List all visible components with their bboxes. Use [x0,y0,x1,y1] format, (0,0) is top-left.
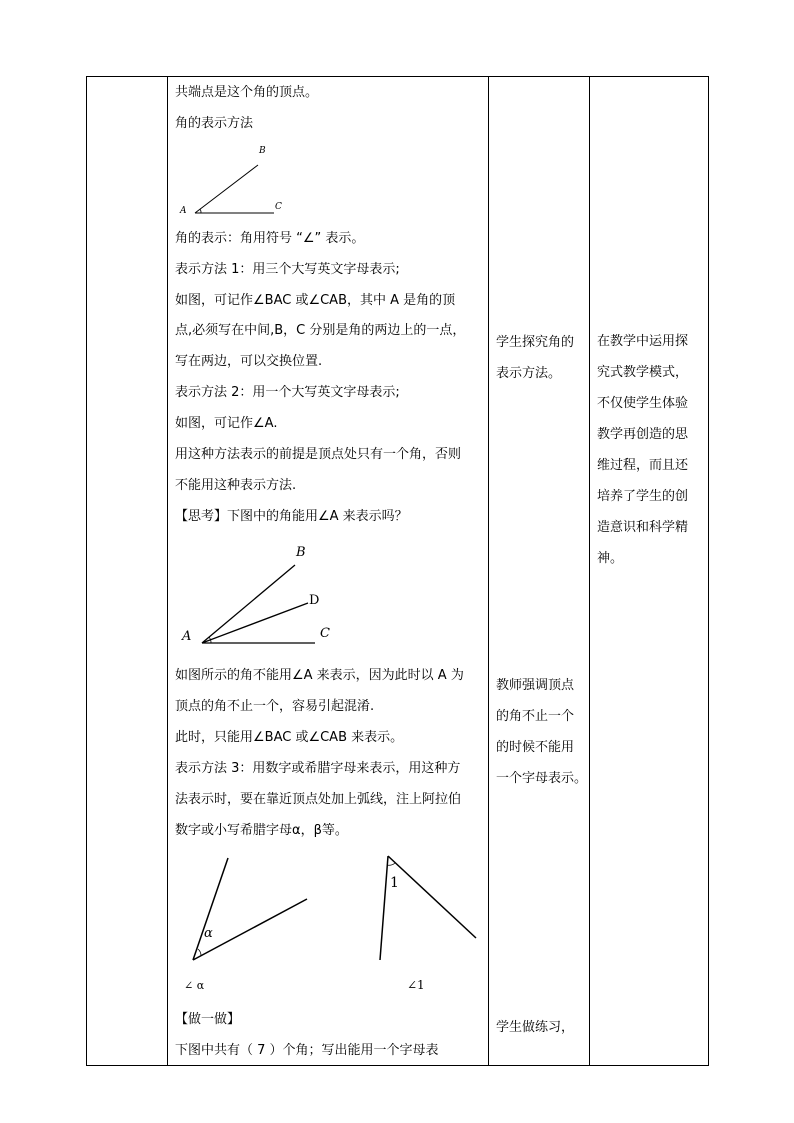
text-line: 顶点的角不止一个，容易引起混淆. [175,699,375,714]
text-line: 共端点是这个角的顶点。 [175,85,319,100]
text-line: 不能用这种表示方法. [175,478,297,493]
text-line: 如图，可记作∠BAC 或∠CAB，其中 A 是角的顶 [175,293,456,308]
table-bottom-border [86,1065,709,1066]
design-intent-line: 神。 [597,551,624,566]
text-line: 如图所示的角不能用∠A 来表示，因为此时以 A 为 [175,668,464,683]
design-intent-line: 造意识和科学精 [597,520,689,535]
label-a: A [180,206,187,216]
text-line: 法表示时，要在靠近顶点处加上弧线，注上阿拉伯 [175,792,462,807]
text-line: 表示方法 2：用一个大写英文字母表示; [175,385,400,400]
student-activity-line: 学生做练习， [496,1020,575,1035]
label-b: B [296,545,306,560]
design-intent-line: 不仅使学生体验 [597,396,689,411]
text-line: 写在两边，可以交换位置. [175,354,323,369]
table-border-right [708,76,709,1066]
text-line: 表示方法 1：用三个大写英文字母表示; [175,262,400,277]
vertex-arc [200,209,201,213]
ray-down [380,856,388,960]
design-intent-line: 究式教学模式， [597,365,689,380]
text-line: 表示方法 3：用数字或希腊字母来表示，用这种方 [175,761,461,776]
label-d: D [309,593,320,608]
student-activity-line: 表示方法。 [496,366,562,381]
student-activity-line: 一个字母表示。 [496,771,588,786]
text-line: 如图，可记作∠A. [175,416,278,431]
label-a: A [182,629,192,644]
alpha-symbol: α [204,926,213,941]
text-line: 数字或小写希腊字母α，β等。 [175,823,348,838]
text-line: 此时，只能用∠BAC 或∠CAB 来表示。 [175,730,404,745]
ray-ad [202,603,308,643]
table-border-left [86,76,87,1066]
table-divider-3 [589,76,590,1066]
label-c: C [275,202,282,212]
student-activity-line: 教师强调顶点 [496,678,575,693]
section-heading: 角的表示方法 [175,116,254,131]
angle-figure-bac [175,140,295,220]
design-intent-line: 在教学中运用探 [597,334,689,349]
practice-heading: 【做一做】 [175,1012,241,1027]
think-prompt: 【思考】下图中的角能用∠A 来表示吗？ [175,509,408,524]
table-top-border [86,76,709,77]
student-activity-line: 的时候不能用 [496,740,575,755]
text-line: 点,必须写在中间,B，C 分别是角的两边上的一点， [175,323,466,338]
table-divider-1 [167,76,168,1066]
label-c: C [320,626,330,641]
design-intent-line: 培养了学生的创 [597,489,689,504]
angle-figure-alpha [175,850,325,1000]
design-intent-line: 维过程，而且还 [597,458,689,473]
number-one: 1 [390,875,399,891]
vertex-arc [198,949,201,956]
ray-ab [202,565,295,643]
angle-figure-bad [175,540,345,650]
vertex-arc [387,863,395,865]
angle-alpha-label: ∠ α [184,979,205,992]
ray-right [388,856,476,938]
text-line: 用这种方法表示的前提是顶点处只有一个角，否则 [175,447,462,462]
angle-one-label: ∠1 [407,978,425,992]
text-line: 下图中共有（ 7 ）个角；写出能用一个字母表 [175,1043,439,1058]
label-b: B [259,146,266,156]
text-line: 角的表示：角用符号 “∠” 表示。 [175,231,365,246]
angle-figure-one [365,850,495,1000]
design-intent-line: 教学再创造的思 [597,427,689,442]
student-activity-line: 的角不止一个 [496,709,575,724]
student-activity-line: 学生探究角的 [496,335,575,350]
ray-ab [195,165,258,213]
